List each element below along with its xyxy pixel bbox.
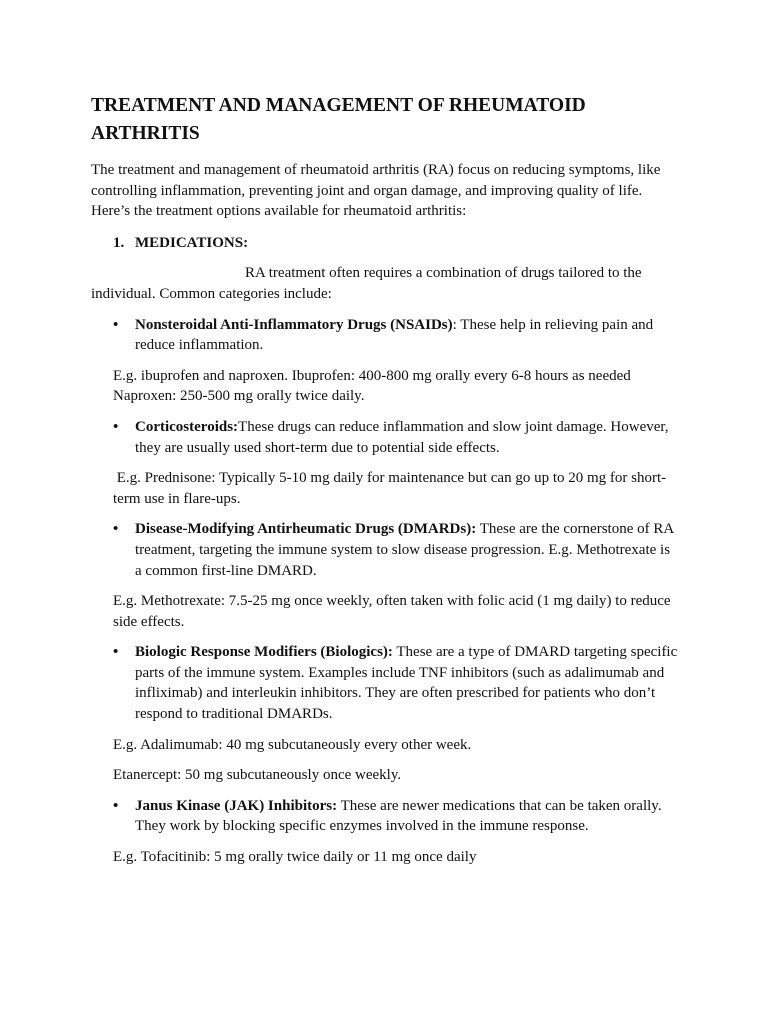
drug-class-description: These are a type of DMARD targeting specific parts of the immune system. Examples include TNF inhibitors (such as adalimumab and infliximab) and interleukin inhibitors. They are often prescribed for patients who don’t respond to traditional DMARDs. <box>135 644 678 723</box>
section-lead-paragraph: RA treatment often requires a combination of drugs tailored to the individual. Common categories include: <box>91 265 642 302</box>
dosage-example: E.g. Adalimumab: 40 mg subcutaneously every other week. <box>113 736 472 753</box>
drug-class-description: These are the cornerstone of RA treatment, targeting the immune system to slow disease progression. E.g. Methotrexate is a common first-line DMARD. <box>135 521 674 579</box>
section-heading-medications <box>91 233 680 254</box>
list-item-jak-inhibitors <box>91 796 680 837</box>
list-item-text <box>135 417 680 458</box>
list-item-text <box>135 315 680 356</box>
list-item-dmards <box>91 519 680 581</box>
section-heading-text: MEDICATIONS: <box>135 234 249 251</box>
document-title: TREATMENT AND MANAGEMENT OF RHEUMATOID ARTHRITIS <box>91 95 586 144</box>
dosage-example: E.g. Methotrexate: 7.5-25 mg once weekly, often taken with folic acid (1 mg daily) to reduce side effects. <box>113 593 671 630</box>
drug-class-name: Disease-Modifying Antirheumatic Drugs (DMARDs): <box>135 521 477 538</box>
drug-class-description: These drugs can reduce inflammation and slow joint damage. However, they are usually used short-term due to potential side effects. <box>135 418 669 456</box>
bullet-icon: • <box>113 797 119 814</box>
dosage-example: Etanercept: 50 mg subcutaneously once weekly. <box>113 767 402 784</box>
drug-class-description: These are newer medications that can be taken orally. They work by blocking specific enzymes involved in the immune response. <box>135 797 662 835</box>
bullet-icon: • <box>113 316 119 333</box>
list-item-biologics <box>91 642 680 724</box>
dosage-example: E.g. Tofacitinib: 5 mg orally twice daily or 11 mg once daily <box>113 849 477 866</box>
list-item-text <box>135 796 680 837</box>
drug-class-name: Janus Kinase (JAK) Inhibitors: <box>135 797 338 814</box>
bullet-icon: • <box>113 644 119 661</box>
dosage-example: E.g. ibuprofen and naproxen. Ibuprofen: 400-800 mg orally every 6-8 hours as needed Naproxen: 250-500 mg orally twice daily. <box>113 367 631 405</box>
list-item-text <box>135 519 680 581</box>
drug-class-name: Biologic Response Modifiers (Biologics): <box>135 644 393 661</box>
drug-class-name: Nonsteroidal Anti-Inflammatory Drugs (NSAIDs) <box>135 316 453 333</box>
bullet-icon: • <box>113 521 119 538</box>
list-item-corticosteroids <box>91 417 680 458</box>
list-item-nsaids <box>91 315 680 356</box>
section-number: 1. <box>113 234 125 251</box>
intro-paragraph: The treatment and management of rheumatoid arthritis (RA) focus on reducing symptoms, like controlling inflammation, preventing joint and organ damage, and improving quality of life. Here’s the treatment options available for rheumatoid arthritis: <box>91 162 661 220</box>
drug-class-name: Corticosteroids: <box>135 418 239 435</box>
drug-class-description: : These help in relieving pain and reduce inflammation. <box>135 316 654 354</box>
list-item-text <box>135 642 680 724</box>
dosage-example: E.g. Prednisone: Typically 5-10 mg daily for maintenance but can go up to 20 mg for short-term use in flare-ups. <box>113 470 667 507</box>
bullet-icon: • <box>113 418 119 435</box>
